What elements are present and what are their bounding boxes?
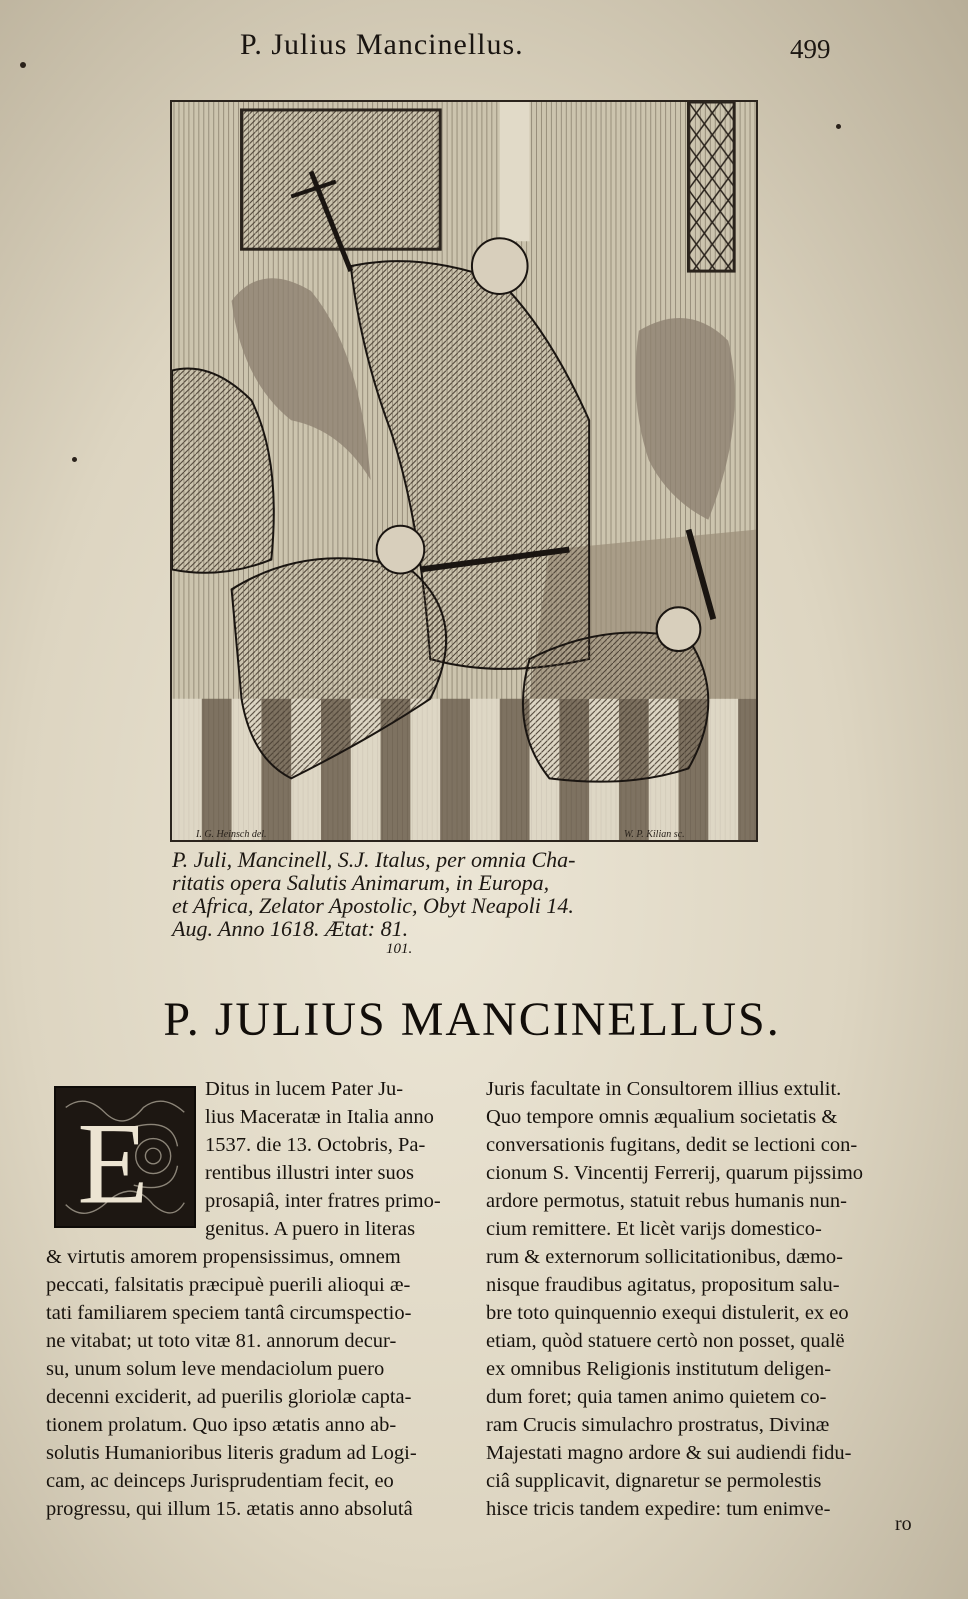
text-line: prosapiâ, inter fratres primo- — [205, 1190, 441, 1212]
page-number: 499 — [790, 34, 831, 64]
text-line: hisce tricis tandem expedire: tum enimve- — [486, 1498, 831, 1520]
initial-letter-glyph: E — [77, 1099, 149, 1226]
text-line: rum & externorum sollicitationibus, dæmo- — [486, 1246, 843, 1268]
plate-caption — [172, 848, 772, 958]
caption-line: ritatis opera Salutis Animarum, in Europa, — [172, 870, 550, 895]
text-line: tionem prolatum. Quo ipso ætatis anno ab- — [46, 1414, 397, 1436]
text-line: lius Maceratæ in Italia anno — [205, 1106, 434, 1128]
catchword: ro — [895, 1513, 912, 1535]
caption-number: 101. — [386, 941, 413, 957]
running-head: P. Julius Mancinellus. — [240, 28, 524, 61]
engraving-illustration — [172, 102, 756, 840]
caption-line: et Africa, Zelator Apostolic, Obyt Neapoli 14. — [172, 893, 574, 918]
body-left-column-top — [205, 1075, 441, 1243]
text-line: peccati, falsitatis præcipuè puerili alioqui æ- — [46, 1274, 411, 1296]
text-line: 1537. die 13. Octobris, Pa- — [205, 1134, 426, 1156]
text-line: ex omnibus Religionis institutum deligen- — [486, 1358, 832, 1380]
text-line: tati familiarem speciem tantâ circumspectio- — [46, 1302, 412, 1324]
text-line: cionum S. Vincentij Ferrerij, quarum pijssimo — [486, 1162, 864, 1184]
ink-speck — [20, 62, 26, 68]
text-line: cam, ac deinceps Jurisprudentiam fecit, eo — [46, 1470, 394, 1492]
text-line: Juris facultate in Consultorem illius extulit. — [486, 1078, 842, 1100]
body-left-column — [46, 1243, 417, 1523]
text-line: bre toto quinquennio exequi distulerit, ex eo — [486, 1302, 849, 1324]
decorated-initial — [54, 1086, 196, 1228]
text-line: conversationis fugitans, dedit se lectioni con- — [486, 1134, 858, 1156]
engraving-plate — [170, 100, 758, 842]
text-line: Majestati magno ardore & sui audiendi fidu- — [486, 1442, 852, 1464]
text-line: ciâ supplicavit, dignaretur se permolestis — [486, 1470, 822, 1492]
text-line: ne vitabat; ut toto vitæ 81. annorum decur- — [46, 1330, 397, 1352]
plate-credit-draftsman: I. G. Heinsch del. — [196, 829, 267, 840]
caption-line: Aug. Anno 1618. Ætat: 81. — [172, 916, 409, 941]
text-line: progressu, qui illum 15. ætatis anno absolutâ — [46, 1498, 413, 1520]
text-line: nisque fraudibus agitatus, propositum salu- — [486, 1274, 840, 1296]
plate-credit-engraver: W. P. Kilian sc. — [624, 829, 685, 840]
text-line: Quo tempore omnis æqualium societatis & — [486, 1106, 838, 1128]
body-right-column — [486, 1075, 863, 1523]
text-line: etiam, quòd statuere certò non posset, qualë — [486, 1330, 845, 1352]
text-line: solutis Humanioribus literis gradum ad Logi- — [46, 1442, 417, 1464]
text-line: rentibus illustri inter suos — [205, 1162, 414, 1184]
caption-line: P. Juli, Mancinell, S.J. Italus, per omnia Cha- — [172, 847, 576, 872]
text-line: su, unum solum leve mendaciolum puero — [46, 1358, 385, 1380]
text-line: ardore permotus, statuit rebus humanis nun- — [486, 1190, 847, 1212]
text-line: decenni exciderit, ad puerilis gloriolæ capta- — [46, 1386, 412, 1408]
ornamental-initial-image — [56, 1088, 194, 1226]
text-line: genitus. A puero in literas — [205, 1218, 416, 1240]
ink-speck — [836, 124, 841, 129]
chapter-heading: P. JULIUS MANCINELLUS. — [163, 993, 781, 1046]
text-line: Ditus in lucem Pater Ju- — [205, 1078, 404, 1100]
text-line: & virtutis amorem propensissimus, omnem — [46, 1246, 401, 1268]
text-line: dum foret; quia tamen animo quietem co- — [486, 1386, 827, 1408]
text-line: ram Crucis simulachro prostratus, Divinæ — [486, 1414, 830, 1436]
ink-speck — [72, 457, 77, 462]
text-line: cium remittere. Et licèt varijs domestico- — [486, 1218, 822, 1240]
